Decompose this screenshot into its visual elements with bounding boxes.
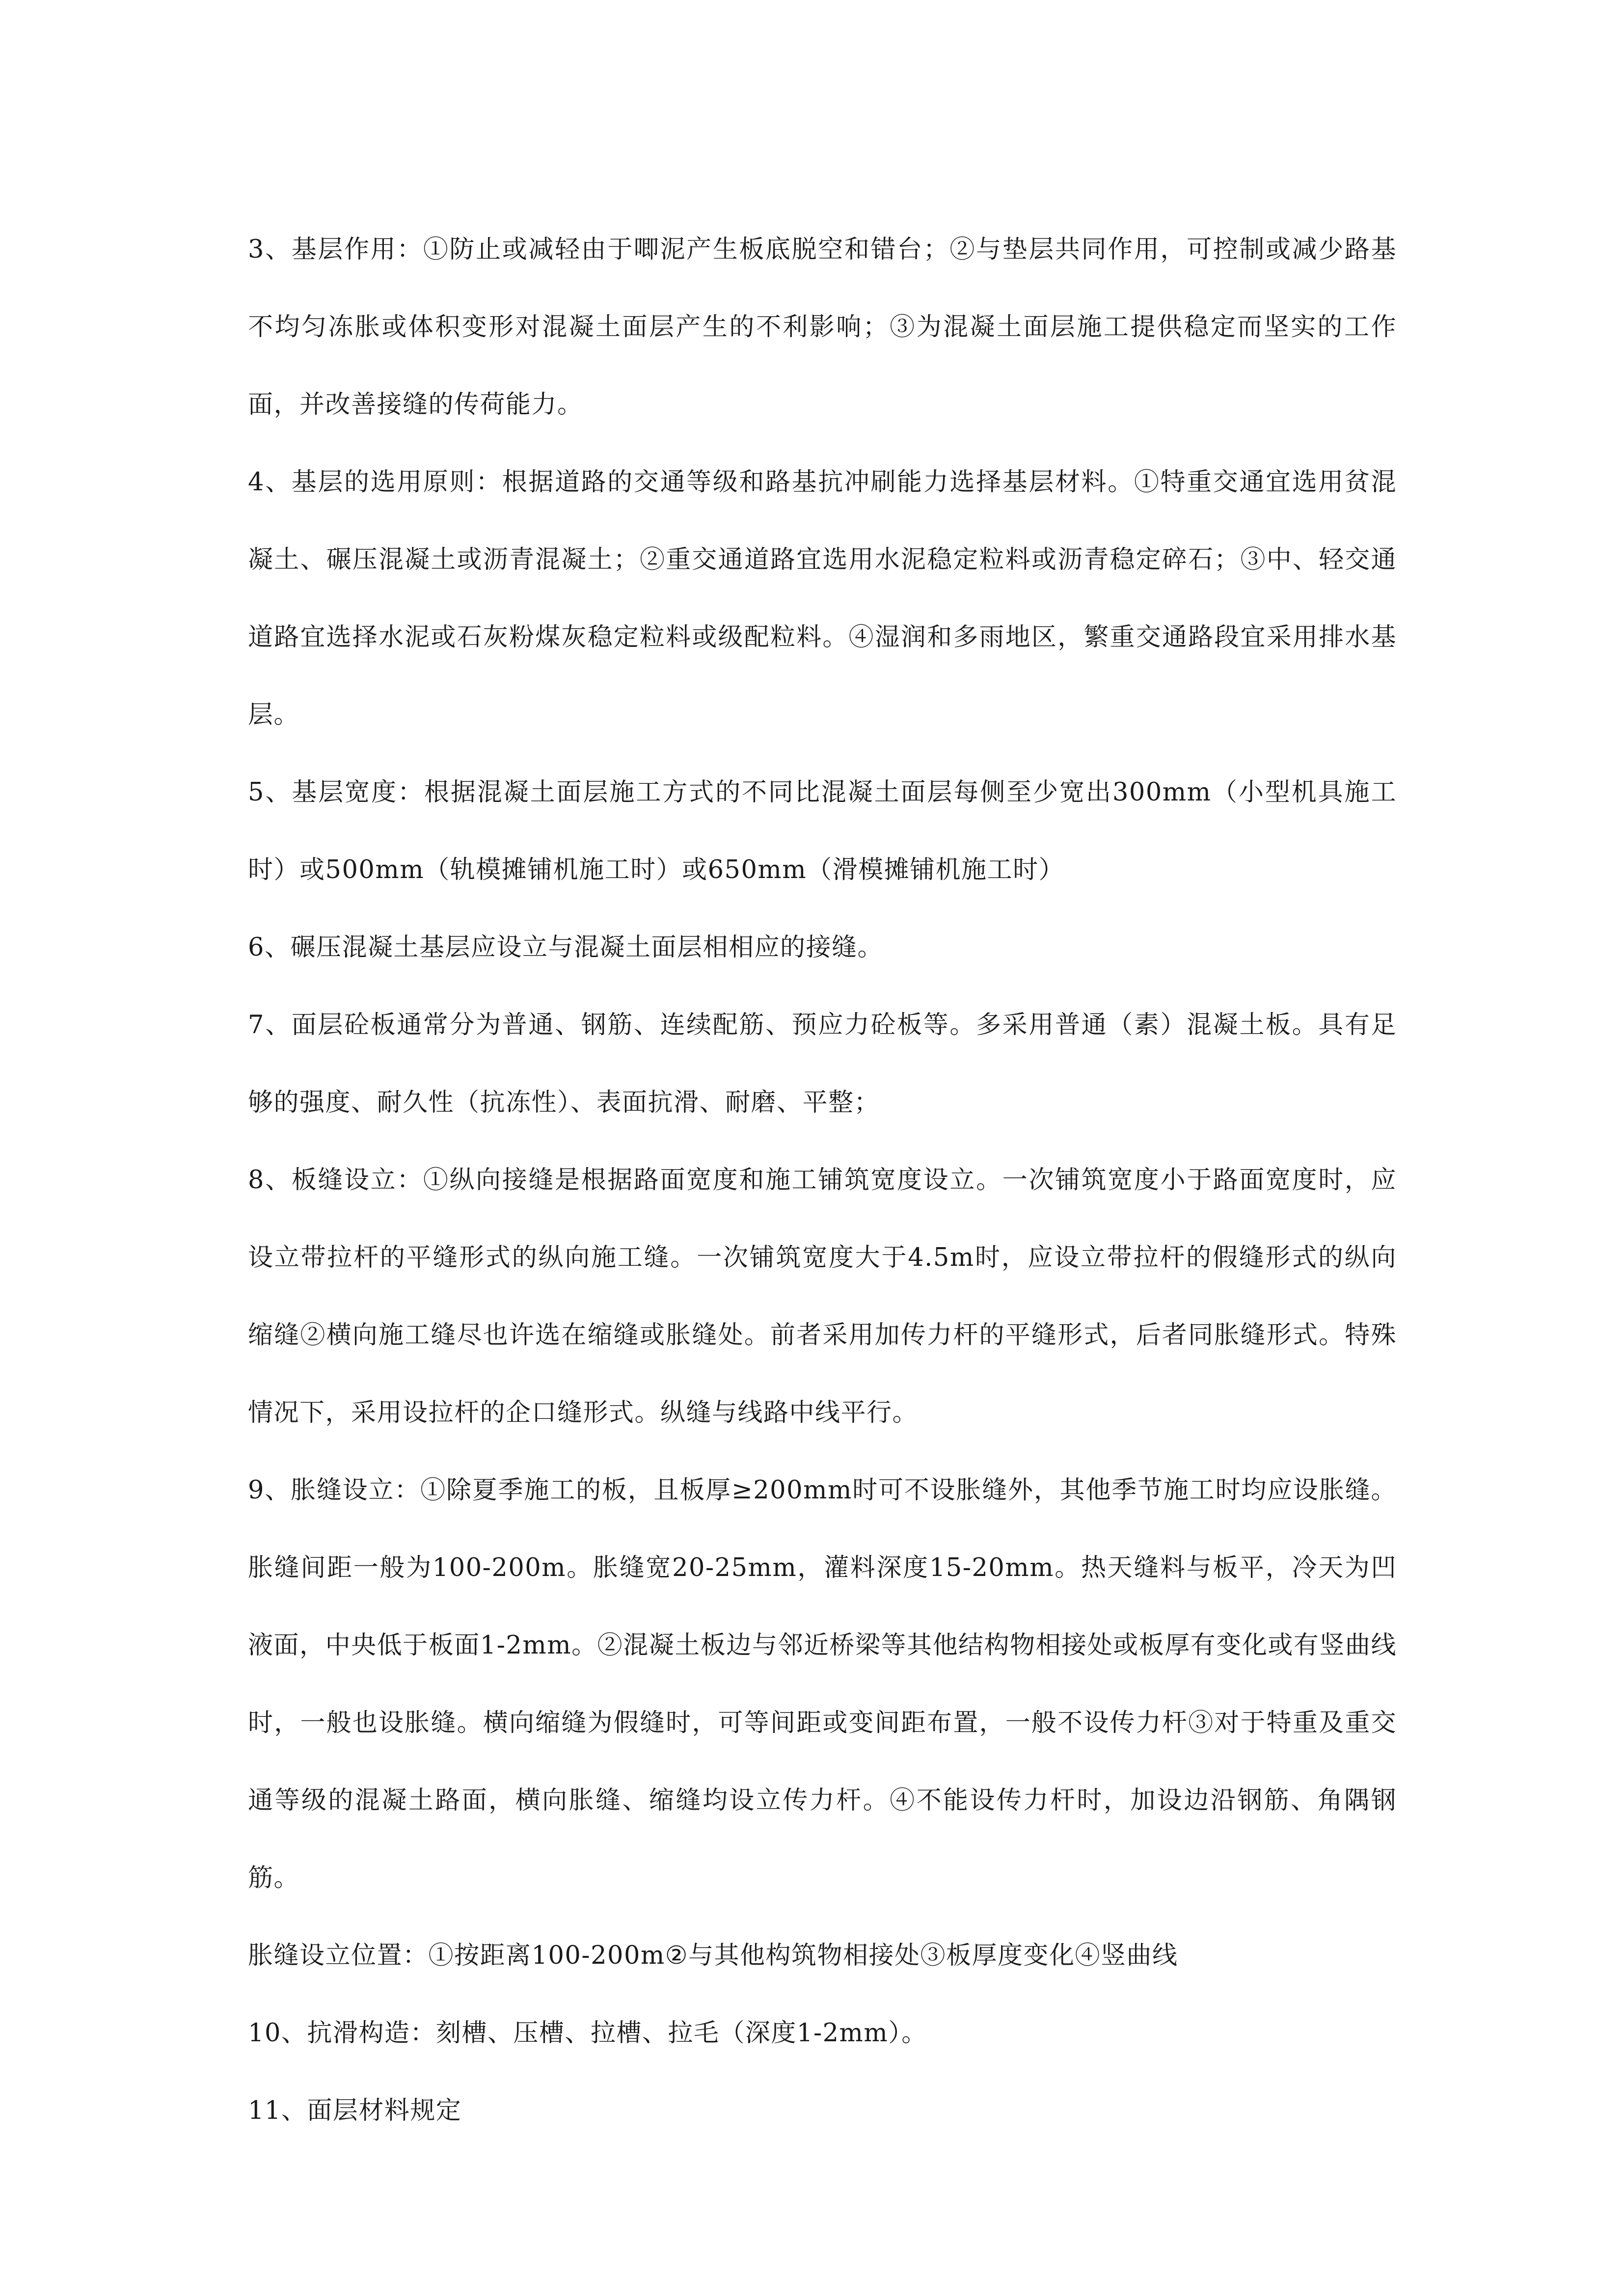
paragraph-10-skid-resistance: 10、抗滑构造：刻槽、压槽、拉槽、拉毛（深度1-2mm）。 [248,2019,927,2048]
paragraph-8-slab-joints: 8、板缝设立：①纵向接缝是根据路面宽度和施工铺筑宽度设立。一次铺筑宽度小于路面宽度时，应设立带拉杆的平缝形式的纵向施工缝。一次铺筑宽度大于4.5m时，应设立带拉杆的假缝形式的纵向缩缝②横向施工缝尽也许选在缩缝或胀缝处。前者采用加传力杆的平缝形式，后者同胀缝形式。特殊情况下，采用设拉杆的企口缝形式。纵缝与线路中线平行。 [248,1166,1397,1427]
paragraph-4-base-selection: 4、基层的选用原则：根据道路的交通等级和路基抗冲刷能力选择基层材料。①特重交通宜选用贫混凝土、碾压混凝土或沥青混凝土；②重交通道路宜选用水泥稳定粒料或沥青稳定碎石；③中、轻交通道路宜选择水泥或石灰粉煤灰稳定粒料或级配粒料。④湿润和多雨地区，繁重交通路段宜采用排水基层。 [248,468,1397,729]
paragraph-9-expansion-joints: 9、胀缝设立：①除夏季施工的板，且板厚≥200mm时可不设胀缝外，其他季节施工时均应设胀缝。胀缝间距一般为100-200m。胀缝宽20-25mm，灌料深度15-20mm。热天缝料与板平，冷天为凹液面，中央低于板面1-2mm。②混凝土板边与邻近桥梁等其他结构物相接处或板厚有变化或有竖曲线时，一般也设胀缝。横向缩缝为假缝时，可等间距或变间距布置，一般不设传力杆③对于特重及重交通等级的混凝土路面，横向胀缝、缩缝均设立传力杆。④不能设传力杆时，加设边沿钢筋、角隅钢筋。 [248,1476,1397,1893]
paragraph-11-surface-materials: 11、面层材料规定 [248,2096,462,2125]
paragraph-7-surface-slab: 7、面层砼板通常分为普通、钢筋、连续配筋、预应力砼板等。多采用普通（素）混凝土板。具有足够的强度、耐久性（抗冻性）、表面抗滑、耐磨、平整； [248,1011,1397,1117]
paragraph-expansion-joint-locations: 胀缝设立位置：①按距离100-200m②与其他构筑物相接处③板厚度变化④竖曲线 [248,1941,1178,1970]
paragraph-5-base-width: 5、基层宽度：根据混凝土面层施工方式的不同比混凝土面层每侧至少宽出300mm（小型机具施工时）或500mm（轨模摊铺机施工时）或650mm（滑模摊铺机施工时） [248,778,1397,884]
document-body [248,211,1397,2150]
paragraph-3-base-function: 3、基层作用：①防止或减轻由于唧泥产生板底脱空和错台；②与垫层共同作用，可控制或减少路基不均匀冻胀或体积变形对混凝土面层产生的不利影响；③为混凝土面层施工提供稳定而坚实的工作面，并改善接缝的传荷能力。 [248,235,1397,419]
paragraph-6-rcc-base-joints: 6、碾压混凝土基层应设立与混凝土面层相相应的接缝。 [248,933,883,962]
